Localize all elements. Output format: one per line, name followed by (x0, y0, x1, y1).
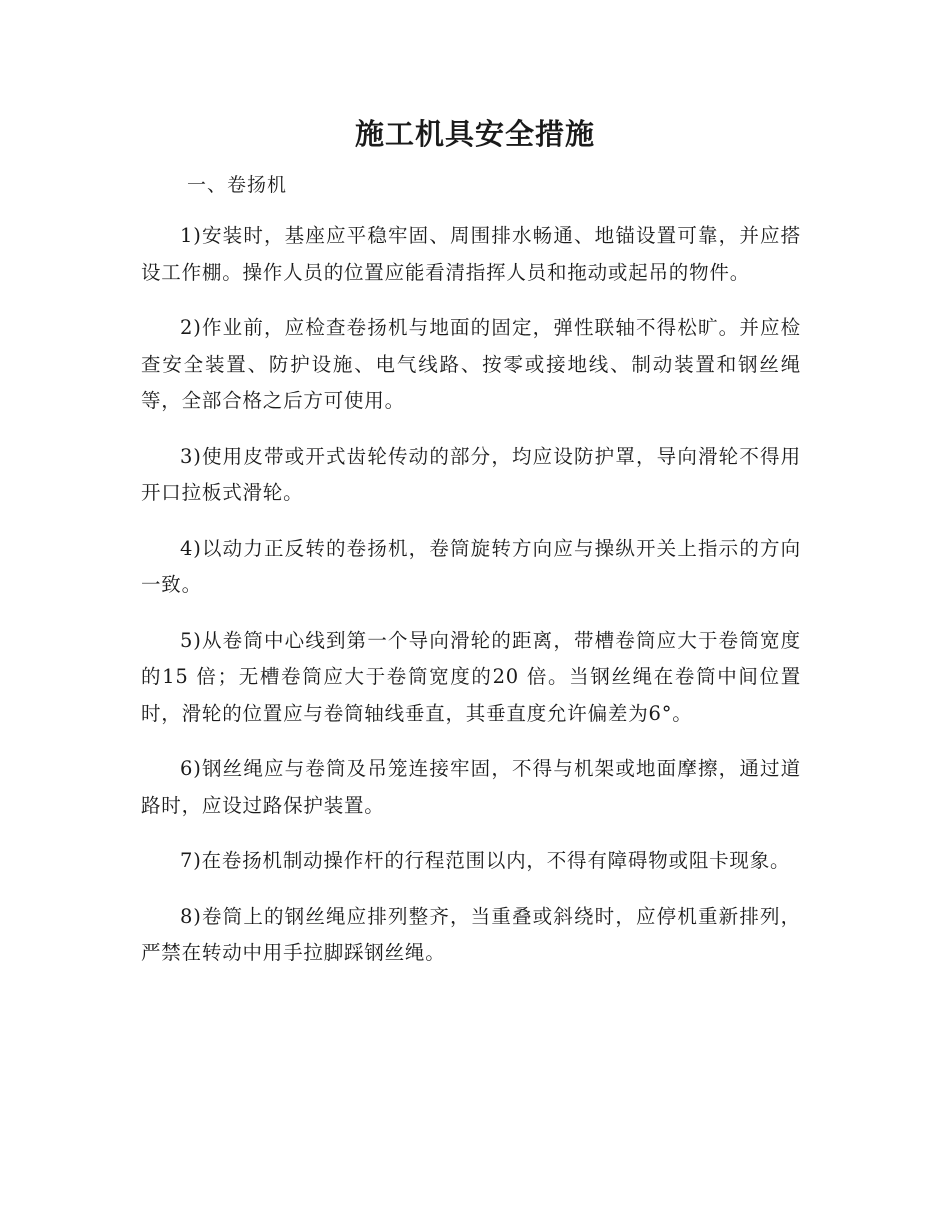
page-title: 施工机具安全措施 (354, 117, 595, 151)
paragraph-7: 7)在卷扬机制动操作杆的行程范围以内，不得有障碍物或阻卡现象。 (180, 849, 791, 872)
paragraph-6: 6)钢丝绳应与卷筒及吊笼连接牢固，不得与机架或地面摩擦，通过道路时，应设过路保护装置。 (141, 757, 801, 817)
paragraph-3: 3)使用皮带或开式齿轮传动的部分，均应设防护罩，导向滑轮不得用开口拉板式滑轮。 (141, 444, 801, 504)
paragraph-4: 4)以动力正反转的卷扬机，卷筒旋转方向应与操纵开关上指示的方向一致。 (141, 536, 801, 596)
paragraph-1: 1)安装时，基座应平稳牢固、周围排水畅通、地锚设置可靠，并应搭设工作棚。操作人员的位置应能看清指挥人员和拖动或起吊的物件。 (141, 224, 801, 284)
paragraph-5: 5)从卷筒中心线到第一个导向滑轮的距离，带槽卷筒应大于卷筒宽度的15 倍；无槽卷筒应大于卷筒宽度的20 倍。当钢丝绳在卷筒中间位置时，滑轮的位置应与卷筒轴线垂直，其垂直度允许偏差为6°。 (141, 628, 801, 725)
paragraph-2: 2)作业前，应检查卷扬机与地面的固定，弹性联轴不得松旷。并应检查安全装置、防护设施、电气线路、按零或接地线、制动装置和钢丝绳等，全部合格之后方可使用。 (141, 316, 801, 412)
paragraph-8: 8)卷筒上的钢丝绳应排列整齐，当重叠或斜绕时，应停机重新排列，严禁在转动中用手拉脚踩钢丝绳。 (141, 904, 801, 964)
section-heading: 一、卷扬机 (187, 174, 288, 196)
document-body (141, 218, 801, 991)
